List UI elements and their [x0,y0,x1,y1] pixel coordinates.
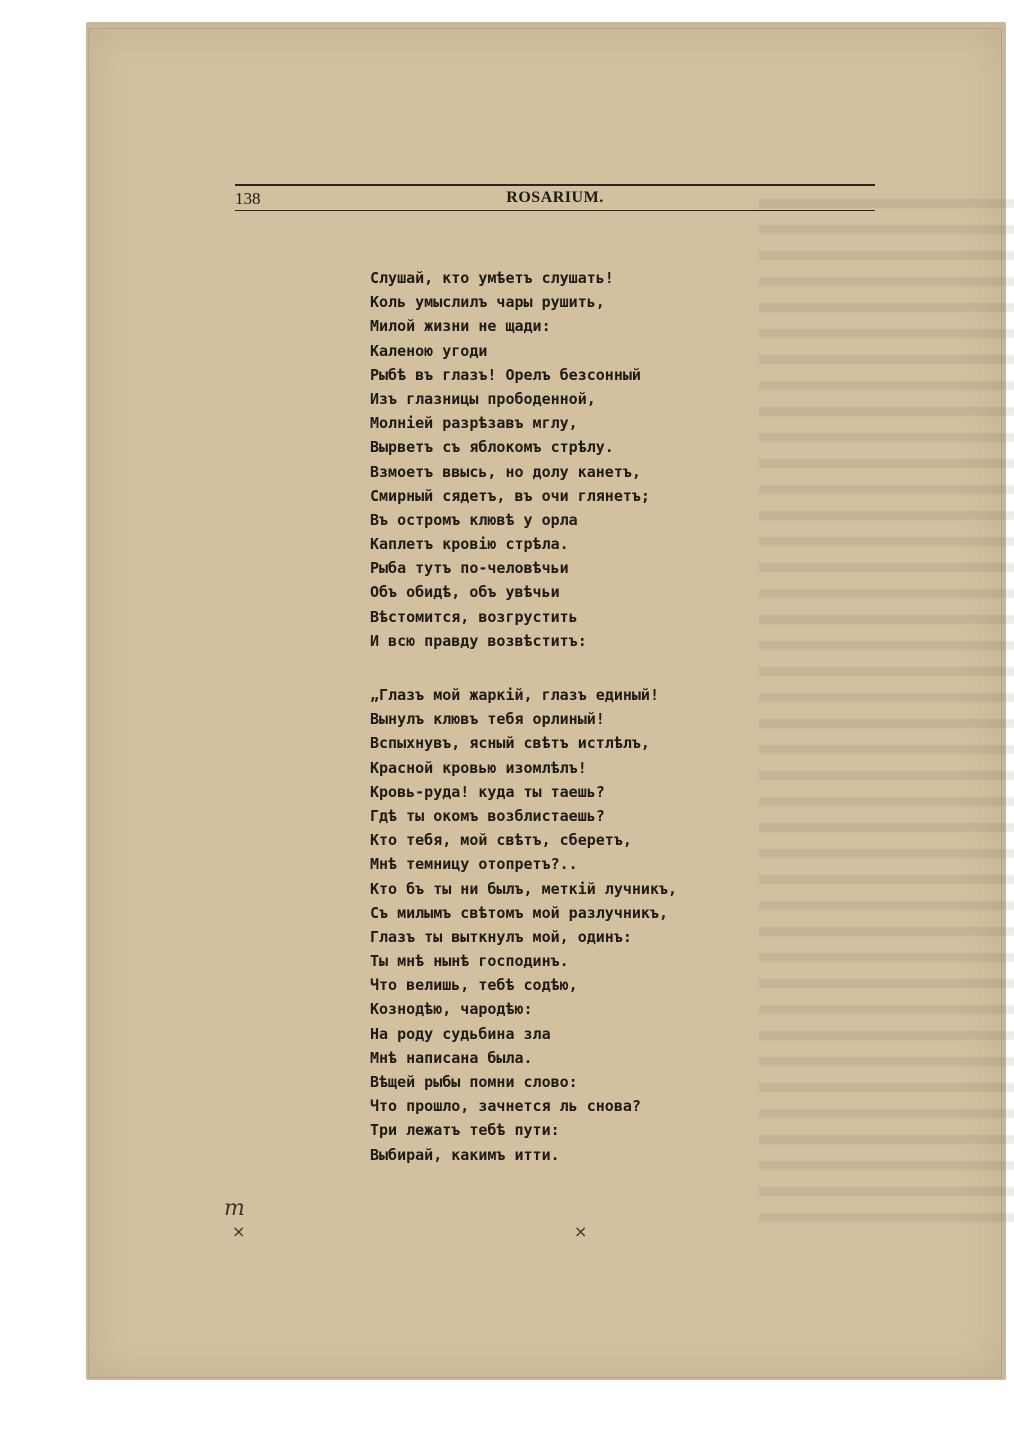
verse-line: На роду судьбина зла [370,1024,551,1043]
verse-line: Въ остромъ клювѣ у орла [370,510,578,529]
verse-line: Рыба тутъ по-человѣчьи [370,559,569,578]
verse-line: Глазъ ты выткнулъ мой, одинъ: [370,927,632,946]
verse-line: Съ милымъ свѣтомъ мой разлучникъ, [370,903,669,922]
verse-line: Каленою угоди [370,341,488,360]
verse-line: Кто тебя, мой свѣтъ, сберетъ, [370,831,632,850]
verse-line: Кто бъ ты ни былъ, меткій лучникъ, [370,879,678,898]
verse-line: Слушай, кто умѣетъ слушать! [370,269,614,287]
verse-line: Изъ глазницы прободенной, [370,389,596,408]
pencil-cross-mark: × [232,1222,246,1241]
verse-line: И всю правду возвѣститъ: [370,631,587,650]
handwritten-margin-note: m [224,1196,245,1221]
verse-line: Ты мнѣ нынѣ господинъ. [370,952,569,971]
verse-line: Рыбѣ въ глазъ! Орелъ безсонный [370,365,641,384]
verse-line: Вынулъ клювъ тебя орлиный! [370,710,605,729]
stanza-1 [370,266,790,653]
verse-line: Милой жизни не щади: [370,317,551,336]
stanza-2 [370,683,790,1167]
page-number: 138 [235,189,261,208]
verse-line: Каплетъ кровію стрѣла. [370,535,569,554]
verse-line: Выбирай, какимъ итти. [370,1145,560,1164]
verse-line: Объ обидѣ, объ увѣчьи [370,583,560,602]
verse-line: Мнѣ написана была. [370,1048,533,1067]
poem-body [370,266,790,1167]
pencil-cross-mark: × [574,1222,588,1241]
header-rule-top [235,184,875,186]
stanza-gap [370,653,790,683]
verse-line: Кознодѣю, чародѣю: [370,1000,533,1019]
verse-line: Три лежатъ тебѣ пути: [370,1121,560,1140]
verse-line: Что прошло, зачнется ль снова? [370,1097,641,1116]
verse-line: Красной кровью изомлѣлъ! [370,758,587,777]
verse-line: Взмоетъ ввысь, но долу канетъ, [370,462,641,481]
verse-line: Коль умыслилъ чары рушить, [370,293,605,312]
header-rule-bottom [235,210,875,211]
verse-line: Мнѣ темницу отопретъ?.. [370,855,578,874]
verse-line: Вѣщей рыбы помни слово: [370,1073,578,1091]
show-through-text [759,199,1014,1229]
verse-line: Вспыхнувъ, ясный свѣтъ истлѣлъ, [370,734,650,753]
verse-line: „Глазъ мой жаркій, глазъ единый! [370,686,659,704]
verse-line: Кровь-руда! куда ты таешь? [370,782,605,801]
verse-line: Вѣстомится, возгрустить [370,607,578,626]
verse-line: Вырветъ съ яблокомъ стрѣлу. [370,438,614,457]
running-head [235,180,875,214]
verse-line: Гдѣ ты окомъ возблистаешь? [370,806,605,825]
verse-line: Молніей разрѣзавъ мглу, [370,414,578,433]
verse-line: Что велишь, тебѣ содѣю, [370,976,578,995]
verse-line: Смирный сядетъ, въ очи глянетъ; [370,486,650,505]
header-title: ROSARIUM. [506,189,604,206]
